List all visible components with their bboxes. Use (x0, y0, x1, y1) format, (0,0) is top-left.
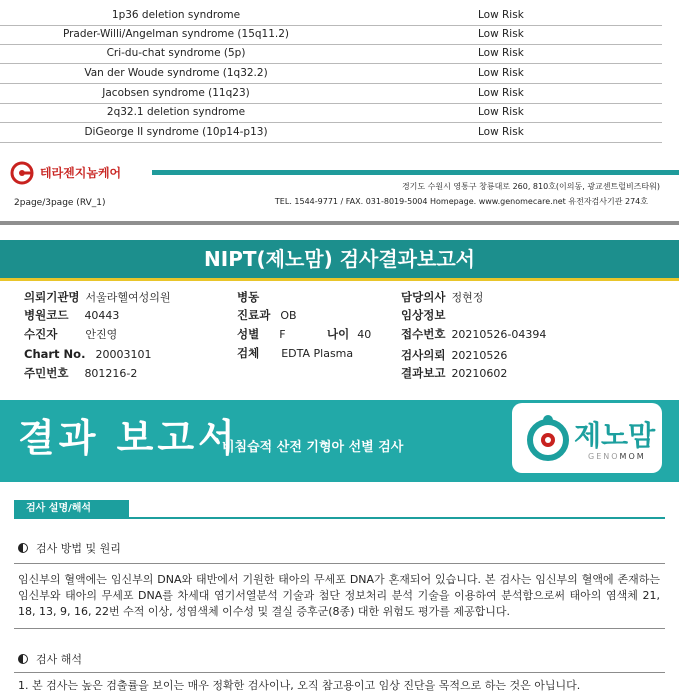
risk-cell: Low Risk (478, 67, 524, 79)
info-sex: 성별 F (237, 327, 286, 341)
condition-cell: 1p36 deletion syndrome (111, 9, 241, 21)
interpretation-heading: 검사 해석 (18, 651, 82, 667)
info-department: 진료과 OB (237, 308, 297, 322)
risk-cell: Low Risk (478, 47, 524, 59)
info-age: 나이 40 (327, 327, 372, 341)
banner-subtitle: 비침습적 산전 기형아 선별 검사 (222, 440, 404, 455)
info-doctor: 담당의사 정현정 (401, 290, 484, 304)
heading-rule (14, 563, 665, 564)
info-report-date: 결과보고 20210602 (401, 366, 508, 380)
info-rrn: 주민번호 801216-2 (24, 366, 138, 380)
risk-table (0, 0, 662, 150)
info-specimen: 검체 EDTA Plasma (237, 346, 354, 360)
method-heading: 검사 방법 및 원리 (18, 540, 121, 556)
info-ward: 병동 (237, 290, 260, 304)
table-row (0, 64, 662, 84)
risk-cell: Low Risk (478, 87, 524, 99)
condition-cell: 2q32.1 deletion syndrome (106, 106, 246, 118)
risk-cell: Low Risk (478, 126, 524, 138)
info-request: 검사의뢰 20210526 (401, 348, 508, 362)
method-text: 임신부의 혈액에는 임신부의 DNA와 태반에서 기원한 태아의 무세포 DNA가 혼재되어 있습니다. 본 검사는 임신부의 혈액에 존재하는 임신부와 태아의 무세포 DNA를 차세대 염기서열분석 기술과 첨단 정보처리 분석 기술을 이용하여 분석함으로써 태아의 염색체 21, 18, 13, 9, 16, 22번 수적 이상, 성염색체 이수성 및 결실 증후군(8종) 대한 위험도 평가를 제공합니다. (18, 573, 660, 618)
heading-rule (14, 672, 665, 673)
condition-cell: Jacobsen syndrome (11q23) (102, 87, 250, 99)
table-row (0, 25, 662, 45)
table-row (0, 103, 662, 123)
condition-cell: Van der Woude syndrome (1q32.2) (84, 67, 268, 79)
half-circle-bullet-icon (18, 543, 28, 553)
section-underline (14, 517, 665, 519)
section-tab: 검사 설명/해석 (14, 500, 129, 518)
table-row (0, 84, 662, 104)
condition-cell: Prader-Willi/Angelman syndrome (15q11.2) (62, 28, 290, 40)
genomom-logo-icon (524, 414, 572, 462)
info-hospital-code: 병원코드 40443 (24, 308, 120, 322)
risk-cell: Low Risk (478, 9, 524, 21)
genomom-logo-text: 제노맘 (574, 419, 656, 452)
interpretation-item: 1. 본 검사는 높은 검출률을 보이는 매우 정확한 검사이나, 오직 참고용이고 임상 진단을 목적으로 하는 것은 아닙니다. (18, 679, 581, 692)
report-title: NIPT(제노맘) 검사결과보고서 (0, 240, 679, 278)
info-clinical: 임상정보 (401, 308, 446, 322)
title-underline (0, 278, 679, 281)
table-row (0, 6, 662, 26)
table-row (0, 44, 662, 64)
company-name: 테라젠지놈케어 (40, 166, 122, 180)
paragraph-rule (14, 628, 665, 629)
info-chart: Chart No. 20003101 (24, 347, 152, 361)
risk-cell: Low Risk (478, 28, 524, 40)
condition-cell: DiGeorge II syndrome (10p14-p13) (84, 126, 268, 138)
info-patient: 수진자 안진영 (24, 327, 118, 341)
half-circle-bullet-icon (18, 654, 28, 664)
page-number: 2page/3page (RV_1) (14, 198, 106, 208)
condition-cell: Cri-du-chat syndrome (5p) (106, 47, 246, 59)
risk-cell: Low Risk (478, 106, 524, 118)
page-divider (0, 221, 679, 225)
info-hospital: 의뢰기관명 서울라헬여성의원 (24, 290, 171, 304)
banner-title: 결과 보고서 (18, 416, 239, 460)
table-row (0, 123, 662, 143)
company-address: 경기도 수원시 영통구 창룡대로 260, 810호(이의동, 광교센트럴비즈타워) (401, 182, 660, 191)
genomom-logo-subtext: GENOMOM (588, 452, 646, 461)
footer-accent-line (152, 170, 679, 175)
company-logo-icon (10, 161, 34, 185)
company-contact: TEL. 1544-9771 / FAX. 031-8019-5004 Homepage. www.genomecare.net 유전자검사기관 274호 (274, 197, 648, 206)
info-receipt: 접수번호 20210526-04394 (401, 327, 547, 341)
